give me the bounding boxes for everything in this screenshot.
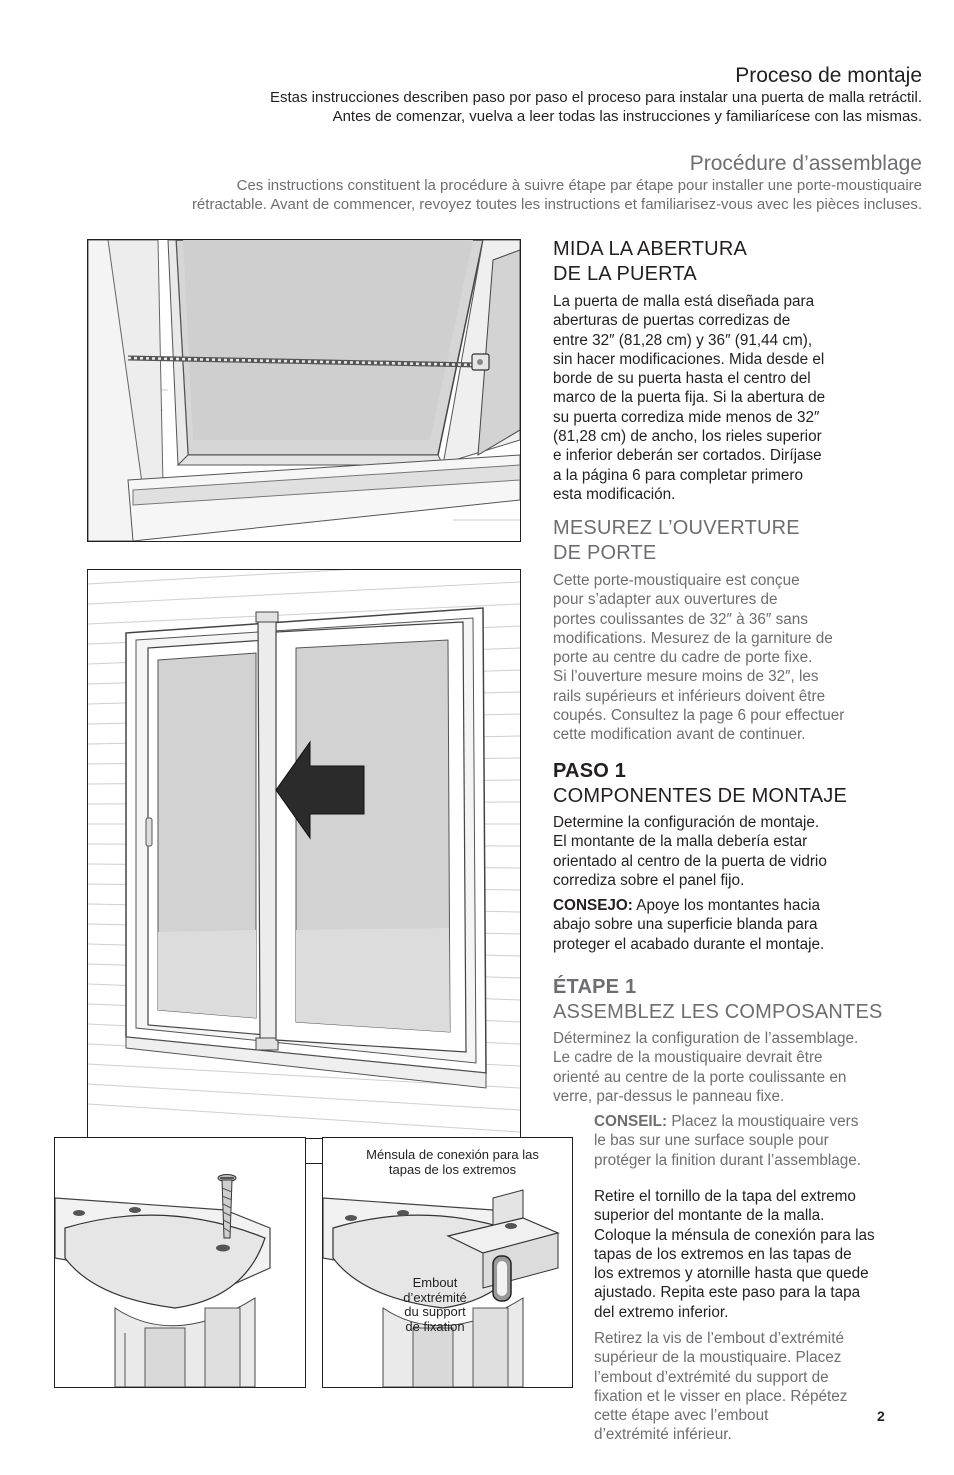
measure-es-line: a la página 6 para completar primero — [553, 466, 803, 484]
measure-fr-line: pour s’adapter aux ouvertures de — [553, 591, 778, 609]
step1-es-tip-line: proteger el acabado durante el montaje. — [553, 935, 825, 953]
measure-fr-line: porte au centre du cadre de porte fixe. — [553, 649, 813, 667]
step1-es-line: El montante de la malla debería estar — [553, 833, 808, 851]
caption-bracket-fr-line1: Embout — [412, 1275, 458, 1290]
step1-fr-tip — [594, 1112, 929, 1131]
measure-es-line: (81,28 cm) de ancho, los rieles superior — [553, 428, 822, 446]
measure-fr-line: portes coulissantes de 32″ à 36″ sans — [553, 610, 808, 628]
measure-es-heading-1: MIDA LA ABERTURA — [553, 238, 748, 260]
measure-es-line: aberturas de puertas corredizas de — [553, 312, 791, 330]
measure-fr-line: Cette porte-moustiquaire est conçue — [553, 572, 800, 589]
step1-fr-tip-first: Placez la moustiquaire vers — [667, 1113, 859, 1130]
figure-endcap-screw — [54, 1137, 306, 1388]
measure-fr-line: rails supérieurs et inférieurs doivent être — [553, 687, 826, 705]
measure-es-heading-2: DE LA PUERTA — [553, 262, 697, 285]
step1-es-line: corrediza sobre el panel fijo. — [553, 871, 745, 889]
step1-fr-tip-line: le bas sur une surface souple pour — [594, 1132, 829, 1150]
page-title-fr: Procédure d’assemblage — [689, 152, 922, 175]
step1-fr-tip-label: CONSEIL: — [594, 1113, 668, 1130]
endcap-fr-line: Retirez la vis de l’embout d’extrémité — [594, 1330, 844, 1347]
step1-fr-heading: ASSEMBLEZ LES COMPOSANTES — [553, 1000, 883, 1023]
step1-fr-tip-line: protéger la finition durant l’assemblage. — [594, 1151, 862, 1169]
endcap-es-line: superior del montante de la malla. — [594, 1207, 825, 1225]
page-number: 2 — [877, 1408, 885, 1424]
caption-bracket-es-line2: tapas de los extremos — [388, 1162, 517, 1177]
intro-es-line2: Antes de comenzar, vuelva a leer todas las instrucciones y familiarícese con las mismas. — [332, 108, 922, 125]
measure-es-line: entre 32″ (81,28 cm) y 36″ (91,44 cm), — [553, 331, 813, 349]
section-measure-es — [553, 237, 923, 504]
step1-fr-line: Déterminez la configuration de l’assemblage. — [553, 1030, 859, 1047]
figure-measure-opening — [87, 239, 521, 542]
endcap-fr-line: l’embout d’extrémité du support de — [594, 1368, 829, 1386]
caption-bracket-fr-line3: du support — [404, 1304, 466, 1319]
caption-bracket-fr — [385, 1276, 485, 1334]
measure-es-line: sin hacer modificaciones. Mida desde el — [553, 350, 825, 368]
measure-es-line: La puerta de malla está diseñada para — [553, 293, 815, 310]
measure-fr-line: cette modification avant de continuer. — [553, 726, 806, 744]
step1-es-heading: COMPONENTES DE MONTAJE — [553, 784, 848, 807]
caption-bracket-fr-line2: d’extrémité — [403, 1289, 467, 1305]
intro-fr-line1: Ces instructions constituent la procédure à suivre étape par étape pour installer une porte-moustiquaire — [236, 177, 922, 194]
measure-es-line: marco de la puerta fija. Si la abertura de — [553, 389, 826, 407]
endcap-fr-line: cette étape avec l’embout — [594, 1407, 769, 1425]
section-step1-fr-tip — [594, 1112, 929, 1170]
endcap-fr-line: d’extrémité inférieur. — [594, 1426, 732, 1444]
page-title-es: Proceso de montaje — [735, 64, 922, 87]
caption-bracket-es — [340, 1147, 565, 1177]
measure-es-line: borde de su puerta hasta el centro del — [553, 370, 811, 388]
endcap-es-line: tapas de los extremos en las tapas de — [594, 1245, 852, 1263]
endcap-es-line: del extremo inferior. — [594, 1303, 729, 1321]
section-step1-fr — [553, 975, 923, 1106]
measure-fr-line: coupés. Consultez la page 6 pour effectuer — [553, 707, 845, 725]
measure-fr-heading-2: DE PORTE — [553, 541, 657, 564]
figure-sliding-door — [87, 569, 521, 1139]
endcap-es-line: Coloque la ménsula de conexión para las — [594, 1226, 875, 1244]
step1-fr-line: Le cadre de la moustiquaire devrait être — [553, 1049, 823, 1067]
header-french — [192, 152, 922, 214]
section-measure-fr — [553, 516, 923, 745]
step1-es-tip-first: Apoye los montantes hacia — [632, 897, 820, 915]
step1-es-tip — [553, 896, 923, 915]
step1-es-tip-line: abajo sobre una superficie blanda para — [553, 916, 818, 934]
step1-fr-label: ÉTAPE 1 — [553, 976, 637, 998]
endcap-es-line: ajustado. Repita este paso para la tapa — [594, 1284, 861, 1302]
figure-connector-line — [305, 1163, 323, 1164]
step1-es-tip-label: CONSEJO: — [553, 897, 633, 915]
step1-es-label: PASO 1 — [553, 760, 627, 782]
intro-fr-line2: rétractable. Avant de commencer, revoyez toutes les instructions et familiarisez-vous avec les pièces incluses. — [191, 196, 922, 213]
measure-es-line: e inferior deberán ser cortados. Diríjase — [553, 447, 822, 465]
step1-fr-line: verre, par-dessus le panneau fixe. — [553, 1087, 785, 1105]
step1-fr-line: orienté au centre de la porte coulissante en — [553, 1068, 847, 1086]
caption-bracket-fr-line4: de fixation — [405, 1318, 465, 1334]
endcap-fr-line: fixation et le visser en place. Répétez — [594, 1387, 848, 1405]
header-spanish — [270, 64, 922, 126]
step1-es-line: Determine la configuración de montaje. — [553, 814, 820, 831]
step1-es-line: orientado al centro de la puerta de vidrio — [553, 852, 827, 870]
section-step1-es — [553, 759, 923, 954]
measure-fr-line: modifications. Mesurez de la garniture de — [553, 629, 833, 647]
measure-fr-heading-1: MESUREZ L’OUVERTURE — [553, 517, 800, 539]
measure-fr-line: Si l’ouverture mesure moins de 32″, les — [553, 668, 819, 686]
caption-bracket-es-line1: Ménsula de conexión para las — [366, 1147, 539, 1162]
endcap-es-line: Retire el tornillo de la tapa del extremo — [594, 1188, 856, 1205]
intro-es-line1: Estas instrucciones describen paso por paso el proceso para instalar una puerta de malla retráctil. — [269, 89, 922, 106]
endcap-fr-line: supérieur de la moustiquaire. Placez — [594, 1349, 842, 1367]
measure-es-line: su puerta corrediza mide menos de 32″ — [553, 408, 820, 426]
section-endcap-es — [594, 1187, 929, 1322]
section-endcap-fr — [594, 1329, 929, 1445]
measure-es-line: esta modificación. — [553, 485, 676, 503]
endcap-es-line: los extremos y atornille hasta que quede — [594, 1265, 869, 1283]
